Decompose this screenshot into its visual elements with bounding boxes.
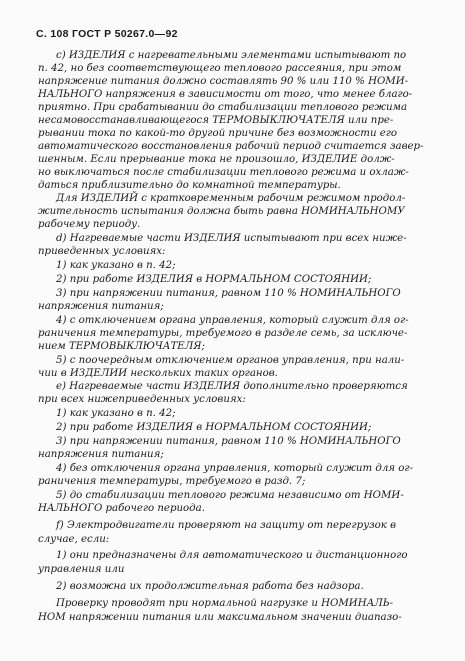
text-line: случае, если:	[38, 534, 110, 545]
text-line: чии в ИЗДЕЛИИ нескольких таких органов.	[38, 368, 278, 379]
text-line: 5) до стабилизации теплового режима независимо от НОМИ-	[56, 490, 404, 501]
text-line: c) ИЗДЕЛИЯ с нагревательными элементами испытывают по	[56, 50, 407, 61]
text-line: несамовосстанавливающегося ТЕРМОВЫКЛЮЧАТЕЛЯ или пре-	[38, 115, 394, 126]
text-line: f) Электродвигатели проверяют на защиту от перегрузок в	[56, 520, 397, 531]
text-line: 5) с поочередным отключением органов управления, при нали-	[56, 355, 405, 366]
text-line: приведенных условиях:	[38, 246, 166, 257]
page-header: С. 108 ГОСТ Р 50267.0—92	[36, 28, 178, 40]
text-line: НОМ напряжении питания или максимальном значении диапазо-	[38, 612, 402, 623]
text-line: но выключаться после стабилизации теплового режима и охлаж-	[38, 167, 409, 178]
text-line: 2) при работе ИЗДЕЛИЯ в НОРМАЛЬНОМ СОСТОЯНИИ;	[56, 274, 372, 285]
text-line: раничения температуры, требуемого в разд. 7;	[38, 476, 306, 487]
text-line: напряжения питания;	[38, 449, 164, 460]
text-line: 1) как указано в п. 42;	[56, 260, 176, 271]
text-line: п. 42, но без соответствующего теплового рассеяния, при этом	[38, 63, 402, 74]
text-line: нием ТЕРМОВЫКЛЮЧАТЕЛЯ;	[38, 341, 205, 352]
text-line: 2) при работе ИЗДЕЛИЯ в НОРМАЛЬНОМ СОСТОЯНИИ;	[56, 422, 372, 433]
text-line: d) Нагреваемые части ИЗДЕЛИЯ испытывают при всех ниже-	[56, 233, 407, 244]
text-line: Для ИЗДЕЛИЙ с кратковременным рабочим режимом продол-	[56, 193, 406, 204]
text-line: 3) при напряжении питания, равном 110 % НОМИНАЛЬНОГО	[56, 288, 401, 299]
text-line: жительность испытания должна быть равна НОМИНАЛЬНОМУ	[38, 206, 405, 217]
text-line: 1) как указано в п. 42;	[56, 408, 176, 419]
text-line: рывании тока по какой-то другой причине без возможности его	[38, 128, 398, 139]
text-line: 2) возможна их продолжительная работа без надзора.	[56, 581, 364, 592]
text-line: e) Нагреваемые части ИЗДЕЛИЯ дополнительно проверяются	[56, 381, 408, 392]
text-line: НАЛЬНОГО напряжения в зависимости от того, что менее благо-	[38, 89, 413, 100]
text-line: рабочему периоду.	[38, 219, 141, 230]
text-line: автоматического восстановления рабочий период считается завер-	[38, 141, 424, 152]
text-line: 3) при напряжении питания, равном 110 % НОМИНАЛЬНОГО	[56, 436, 401, 447]
text-line: приятно. При срабатывании до стабилизации теплового режима	[38, 102, 408, 113]
text-line: 4) с отключением органа управления, который служит для ог-	[56, 315, 409, 326]
text-line: раничения температуры, требуемого в разделе семь, за исключе-	[38, 328, 408, 339]
text-line: напряжение питания должно составлять 90 % или 110 % НОМИ-	[38, 76, 409, 87]
text-line: НАЛЬНОГО рабочего периода.	[38, 503, 205, 514]
text-line: шенным. Если прерывание тока не произошло, ИЗДЕЛИЕ долж-	[38, 154, 395, 165]
text-line: 4) без отключения органа управления, который служит для ог-	[56, 463, 414, 474]
text-line: при всех нижеприведенных условиях:	[38, 394, 246, 405]
text-line: 1) они предназначены для автоматического и дистанционного	[56, 550, 408, 561]
text-line: Проверку проводят при нормальной нагрузке и НОМИНАЛЬ-	[56, 598, 394, 609]
text-line: управления или	[38, 564, 125, 575]
text-line: даться приблизительно до комнатной температуры.	[38, 180, 341, 191]
text-line: напряжения питания;	[38, 301, 164, 312]
